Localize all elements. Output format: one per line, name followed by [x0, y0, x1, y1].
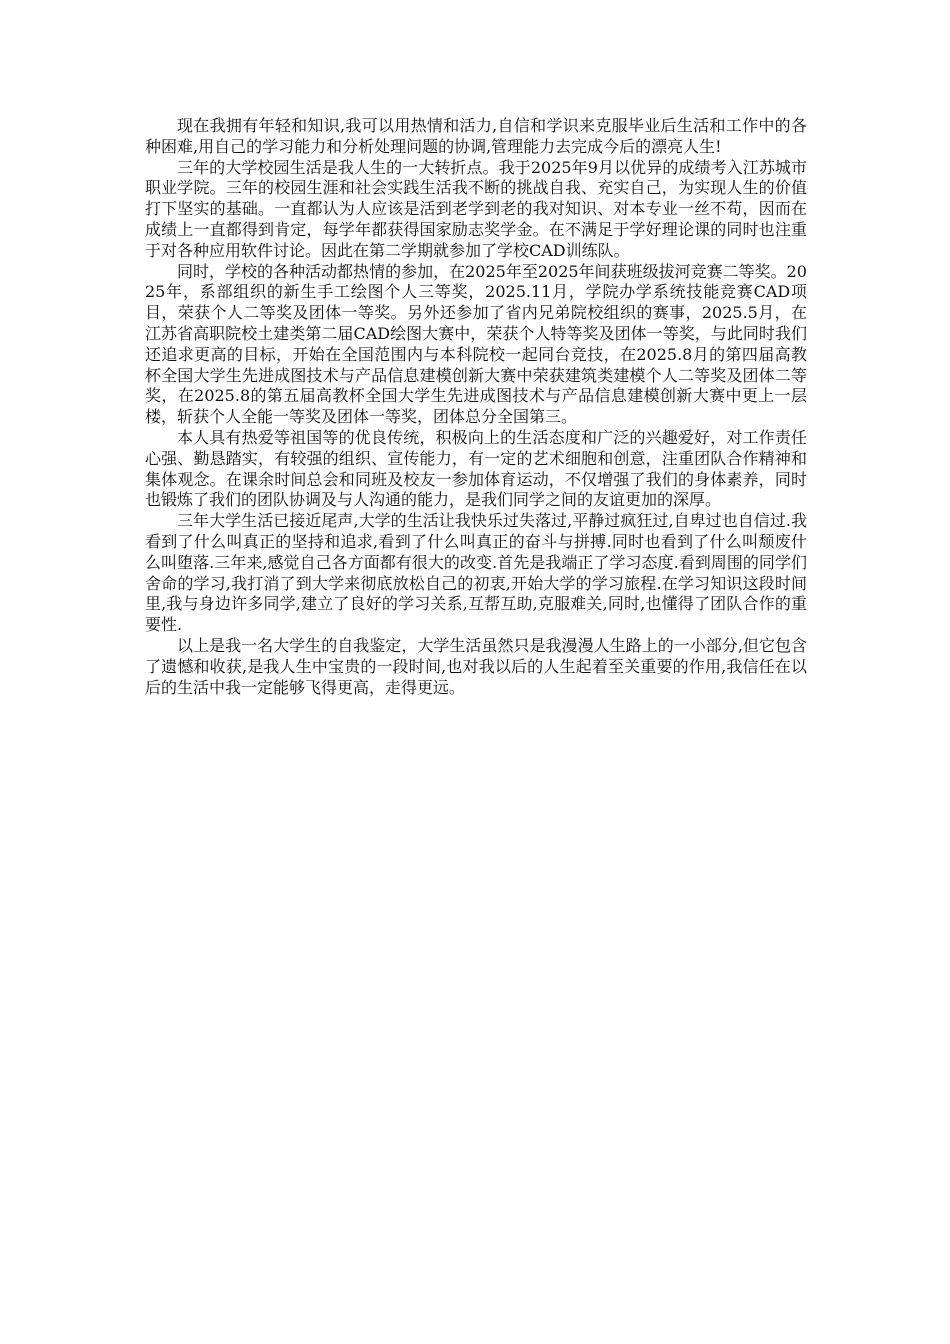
paragraph-6: 以上是我一名大学生的自我鉴定，大学生活虽然只是我漫漫人生路上的一小部分,但它包含了遗憾和收获,是我人生中宝贵的一段时间,也对我以后的人生起着至关重要的作用,我信任在以后的生活中我一定能够飞得更高，走得更远。 — [145, 635, 807, 697]
paragraph-4: 本人具有热爱等祖国等的优良传统，积极向上的生活态度和广泛的兴趣爱好，对工作责任心强、勤恳踏实，有较强的组织、宣传能力，有一定的艺术细胞和创意，注重团队合作精神和集体观念。在课余时间总会和同班及校友一参加体育运动，不仅增强了我们的身体素养，同时也锻炼了我们的团队协调及与人沟通的能力，是我们同学之间的友谊更加的深厚。 — [145, 427, 807, 510]
paragraph-5: 三年大学生活已接近尾声,大学的生活让我快乐过失落过,平静过疯狂过,自卑过也自信过.我看到了什么叫真正的坚持和追求,看到了什么叫真正的奋斗与拼搏.同时也看到了什么叫颓废什么叫堕落.三年来,感觉自己各方面都有很大的改变.首先是我端正了学习态度.看到周围的同学们舍命的学习,我打消了到大学来彻底放松自己的初衷,开始大学的学习旅程.在学习知识这段时间里,我与身边许多同学,建立了良好的学习关系,互帮互助,克服难关,同时,也懂得了团队合作的重要性. — [145, 511, 807, 635]
paragraph-2: 三年的大学校园生活是我人生的一大转折点。我于2025年9月以优异的成绩考入江苏城市职业学院。三年的校园生涯和社会实践生活我不断的挑战自我、充实自己，为实现人生的价值打下坚实的基础。一直都认为人应该是活到老学到老的我对知识、对本专业一丝不苟，因而在成绩上一直都得到肯定，每学年都获得国家励志奖学金。在不满足于学好理论课的同时也注重于对各种应用软件讨论。因此在第二学期就参加了学校CAD训练队。 — [145, 157, 807, 260]
document-body — [145, 116, 807, 698]
paragraph-3: 同时，学校的各种活动都热情的参加，在2025年至2025年间获班级拔河竞赛二等奖。2025年，系部组织的新生手工绘图个人三等奖，2025.11月，学院办学系统技能竞赛CAD项目，荣获个人二等奖及团体一等奖。另外还参加了省内兄弟院校组织的赛事，2025.5月，在江苏省高职院校土建类第二届CAD绘图大赛中，荣获个人特等奖及团体一等奖，与此同时我们还追求更高的目标，开始在全国范围内与本科院校一起同台竞技，在2025.8月的第四届高教杯全国大学生先进成图技术与产品信息建模创新大赛中荣获建筑类建模个人二等奖及团体二等奖，在2025.8的第五届高教杯全国大学生先进成图技术与产品信息建模创新大赛中更上一层楼，斩获个人全能一等奖及团体一等奖，团体总分全国第三。 — [145, 261, 807, 427]
paragraph-1: 现在我拥有年轻和知识,我可以用热情和活力,自信和学识来克服毕业后生活和工作中的各种困难,用自己的学习能力和分析处理问题的协调,管理能力去完成今后的漂亮人生! — [145, 116, 807, 156]
